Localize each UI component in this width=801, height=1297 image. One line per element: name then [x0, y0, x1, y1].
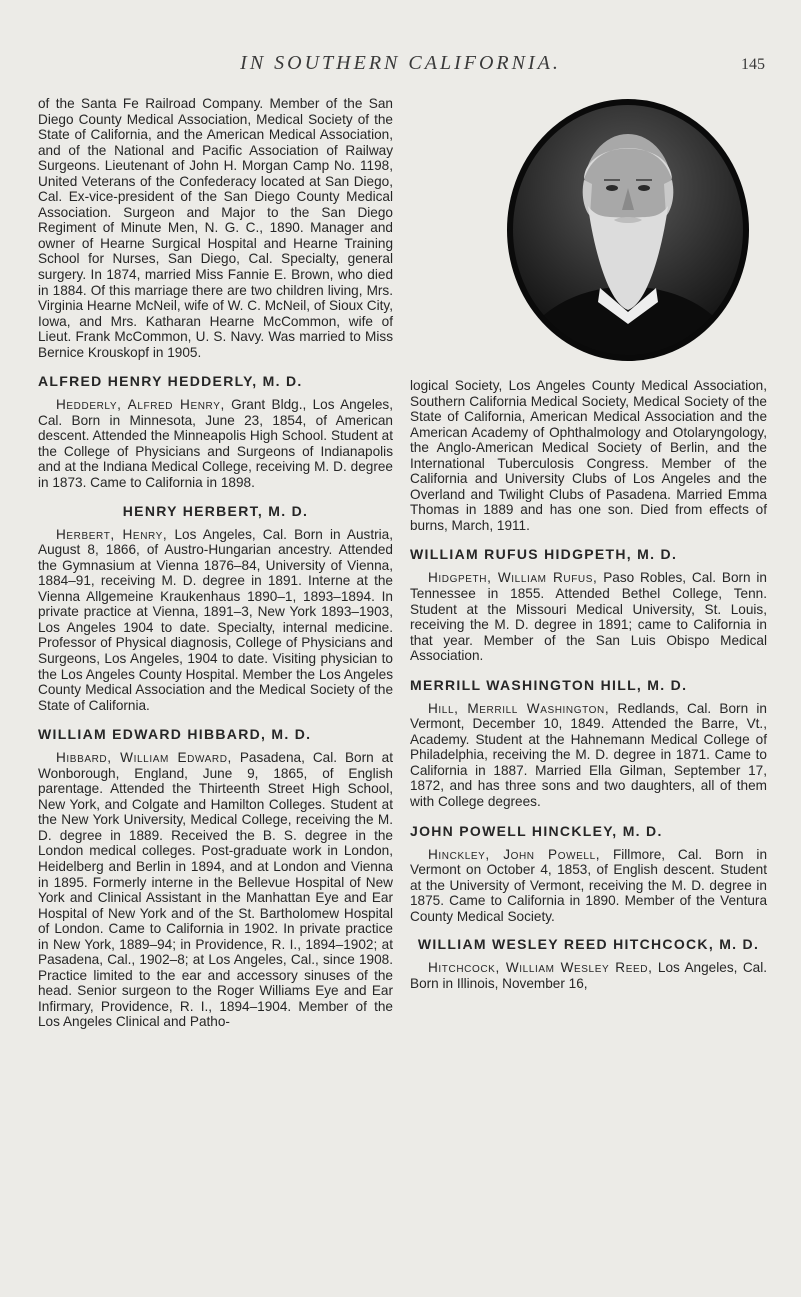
entry-heading-hidgpeth: WILLIAM RUFUS HIDGPETH, M. D.	[410, 546, 678, 563]
entry-text-hidgpeth: Paso Robles, Cal. Born in Tennessee in 1855. Attended Bethel College, Tenn. Student at the Missouri Medical University, St. Louis, receiving the M. D. degree in 1891; came to California in that year. Member of the San Luis Obispo Medical Association.	[410, 570, 767, 664]
entry-body-hibbard	[38, 750, 393, 1030]
entry-name-hill: Hill, Merrill Washington,	[428, 700, 610, 716]
entry-heading-hitchcock: WILLIAM WESLEY REED HITCHCOCK, M. D.	[417, 936, 760, 953]
entry-text-hitchcock: Los Angeles, Cal. Born in Illinois, November 16,	[410, 960, 767, 991]
entry-body-hitchcock	[410, 960, 767, 991]
entry-body-hill	[410, 701, 767, 810]
entry-heading-hibbard: WILLIAM EDWARD HIBBARD, M. D.	[38, 726, 312, 743]
entry-name-hitchcock: Hitchcock, William Wesley Reed,	[428, 960, 653, 976]
entry-text-hinckley: Fillmore, Cal. Born in Vermont on October 4, 1853, of English descent. Student at the University of Vermont, receiving the M. D. degree in 1875. Came to California in 1890. Member of the Ventura County Medical Society.	[410, 846, 768, 924]
entry-body-herbert	[38, 527, 393, 714]
intro-paragraph: of the Santa Fe Railroad Company. Member of the San Diego County Medical Association, Medical Society of the State of California, and the American Medical Association, and of the National and Pacific Association of Railway Surgeons. Lieutenant of John H. Morgan Camp No. 1198, United Veterans of the Confederacy located at San Diego, Cal. Ex-vice-president of the San Diego County Medical Association. Surgeon and Major to the San Diego Regiment of Minute Men, N. G. C., 1890. Manager and owner of Hearne Surgical Hospital and Hearne Training School for Nurses, San Diego, Cal. Specialty, general surgery. In 1874, married Miss Fannie E. Brown, who died in 1884. Of this marriage there are two children living, Mrs. Virginia Hearne McNeil, wife of W. C. McNeil, of Sioux City, Iowa, and Mrs. Katharan Hearne McCommon, wife of Lieut. Frank McCommon, U. S. Navy. Was married to Miss Bernice Krouskopf in 1905.	[38, 96, 393, 360]
entry-name-hidgpeth: Hidgpeth, William Rufus,	[428, 570, 598, 586]
continuation-paragraph: logical Society, Los Angeles County Medical Association, Southern California Medical Society, Medical Society of the State of California, American Medical Association and the American Academy of Ophthalmology and Otolaryngology, the Anglo-American Medical Society of Berlin, and the International Tuberculosis Congress. Member of the California and University Clubs of Los Angeles and the Overland and Twilight Clubs of Pasadena. Married Emma Thomas in 1889 and has one son. Died from effects of burns, March, 1911.	[410, 378, 767, 533]
portrait	[488, 88, 768, 372]
entry-heading-hinckley: JOHN POWELL HINCKLEY, M. D.	[410, 822, 663, 839]
entry-heading-hill: MERRILL WASHINGTON HILL, M. D.	[410, 676, 688, 693]
entry-body-hidgpeth	[410, 570, 767, 663]
entry-heading-herbert: HENRY HERBERT, M. D.	[122, 502, 309, 519]
bearded-man-portrait-icon	[488, 88, 768, 372]
right-column	[410, 378, 767, 991]
entry-text-hedderly: Grant Bldg., Los Angeles, Cal. Born in Minnesota, June 23, 1854, of American descent. Attended the Minneapolis High School. Student at the College of Physicians and Surgeons of Indianapolis and at the Indiana Medical College, receiving M. D. degree in 1873. Came to California in 1898.	[38, 397, 393, 491]
entry-text-hibbard: Pasadena, Cal. Born at Wonborough, England, June 9, 1865, of English parentage. Attended the Thirteenth Street High School, New York, and Colgate and Hamilton Colleges. Student at the New York University, Medical College, receiving the M. D. degree in 1889. Received the B. S. degree in the London medical colleges. Post-graduate work in London, Heidelberg and Berlin in 1894, and at London and Vienna in 1895. Formerly interne in the Bellevue Hospital of New York and Clinical Assistant in the Manhattan Eye and Ear Hospital of New York and of the St. Bartholomew Hospital of London. Came to California in 1902. In private practice in New York, 1889–94; in Providence, R. I., 1894–1902; at Pasadena, Cal., 1902–8; at Los Angeles, Cal., since 1908. Practice limited to the ear and accessory sinuses of the head. Senior surgeon to the Roger Williams Eye and Ear Infirmary, Providence, R. I., 1894–1904. Member of the Los Angeles Clinical and Patho-	[38, 750, 393, 1030]
entry-text-herbert: Los Angeles, Cal. Born in Austria, August 8, 1866, of Austro-Hungarian ancestry. Attended the Gymnasium at Vienna 1876–84, University of Vienna, 1884–91, receiving M. D. degree in 1891. Interne at the Vienna Allgemeine Kraukenhaus 1890–1, 1893–1894. In private practice at Vienna, 1891–3, New York 1893–1903, Los Angeles 1904 to date. Specialty, internal medicine. Professor of Physical diagnosis, College of Physicians and Surgeons, Los Angeles, 1904 to date. Visiting physician to the Los Angeles County Hospital. Member the Los Angeles County Medical Association and the Medical Society of the State of California.	[38, 526, 393, 713]
entry-name-herbert: Herbert, Henry,	[56, 526, 168, 542]
entry-heading-hedderly: ALFRED HENRY HEDDERLY, M. D.	[38, 373, 303, 390]
page-number: 145	[741, 56, 765, 73]
entry-name-hedderly: Hedderly, Alfred Henry,	[56, 397, 225, 413]
running-title: IN SOUTHERN CALIFORNIA.	[240, 52, 561, 74]
left-column	[38, 96, 393, 1030]
entry-name-hibbard: Hibbard, William Edward,	[56, 750, 232, 766]
entry-body-hinckley	[410, 847, 767, 925]
entry-body-hedderly	[38, 397, 393, 490]
entry-text-hill: Redlands, Cal. Born in Vermont, December 10, 1849. Attended the Barre, Vt., Academy. Student at the Hahnemann Medical College of Philadelphia, receiving the M. D. degree in 1871. Came to California in 1887. Married Ella Gilman, September 17, 1872, and has three sons and two daughters, all of them with College degrees.	[410, 700, 767, 810]
entry-name-hinckley: Hinckley, John Powell,	[428, 846, 601, 862]
